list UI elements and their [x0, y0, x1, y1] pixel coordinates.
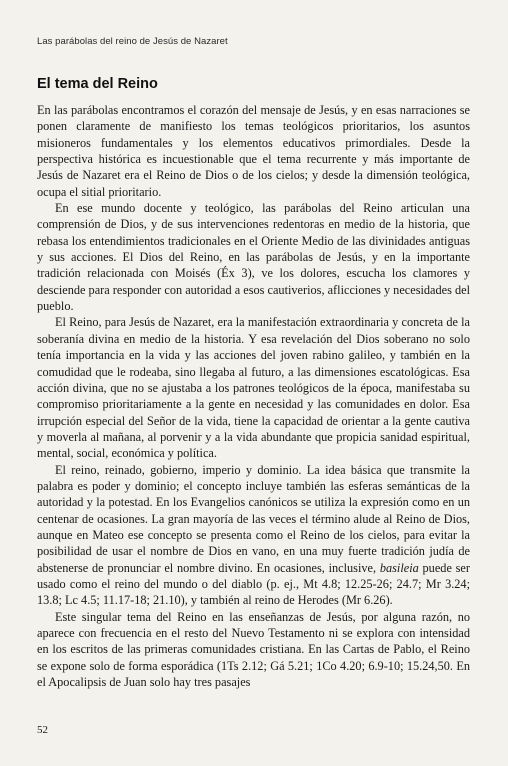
paragraph	[37, 462, 470, 609]
paragraph: El Reino, para Jesús de Nazaret, era la manifestación extraordinaria y concreta de la soberanía divina en medio de la historia. Y esa revelación del Dios soberano no solo tenía importancia en la vida y las acciones del joven rabino galileo, y también en la comudidad que le rodeaba, sino llegaba al futuro, a las dimensiones escatológicas. Esa acción divina, que no se ajustaba a los patrones teológicos de la época, manifestaba su compromiso prioritariamente a la gente en necesidad y las comunidades en dolor. Esa irrupción especial del Señor de la vida, tiene la capacidad de orientar a la gente cautiva y moverla al mañana, al porvenir y a la vida abundante que propicia sanidad espiritual, mental, social, económica y política.	[37, 315, 470, 461]
paragraph: En ese mundo docente y teológico, las parábolas del Reino articulan una comprensión de Dios, y de sus intervenciones redentoras en medio de la historia, que rebasa los entendimientos tradicionales en el Oriente Medio de las divinidades antiguas y sus acciones. El Dios del Reino, en las parábolas de Jesús, y en la importante tradición relacionada con Moisés (Éx 3), ve los dolores, escucha los clamores y desciende para responder con autoridad a esos cautiverios, aflicciones y necesidades del pueblo.	[37, 201, 470, 314]
emphasized-term: basileia	[379, 560, 419, 575]
paragraph: Este singular tema del Reino en las enseñanzas de Jesús, por alguna razón, no aparece con frecuencia en el resto del Nuevo Testamento ni se explora con intensidad en los escritos de las primeras comunidades cristiana. En las Cartas de Pablo, el Reino se expone solo de forma esporádica (1Ts 2.12; Gá 5.21; 1Co 4.20; 6.9-10; 15.24,50. En el Apocalipsis de Juan solo hay tres pasajes	[37, 609, 470, 690]
paragraph-text: puede ser usado como el reino del mundo o del diablo (p. ej., Mt 4.8; 12.25-26; 24.7; Mr 3.24; 13.8; Lc 4.5; 11.17-18; 21.10), y también al reino de Herodes (Mr 6.26).	[37, 560, 470, 608]
section-title: El tema del Reino	[37, 76, 158, 92]
paragraph-text: El reino, reinado, gobierno, imperio y dominio. La idea básica que transmite la palabra es poder y dominio; el concepto incluye también las esferas semánticas de la autoridad y la potestad. En los Evangelios canónicos se utiliza la expresión como en un centenar de ocasiones. La gran mayoría de las veces el término alude al Reino de Dios, aunque en Mateo ese concepto se presenta como el Reino de los cielos, para evitar la posibilidad de usar el nombre de Dios en vano, en una muy fuerte tradición judía de abstenerse de pronunciar el nombre divino. En ocasiones, inclusive,	[37, 462, 470, 575]
page-number: 52	[37, 724, 48, 736]
body-text	[37, 102, 470, 690]
running-header: Las parábolas del reino de Jesús de Nazaret	[37, 36, 228, 47]
paragraph: En las parábolas encontramos el corazón del mensaje de Jesús, y en esas narraciones se ponen claramente de manifiesto los temas teológicos prioritarios, los asuntos misioneros fundamentales y los elementos educativos primordiales. Desde la perspectiva histórica es incuestionable que el tema recurrente y más importante de Jesús de Nazaret era el Reino de Dios o de los cielos; y desde la dimensión teológica, ocupa el sitial prioritario.	[37, 103, 470, 199]
